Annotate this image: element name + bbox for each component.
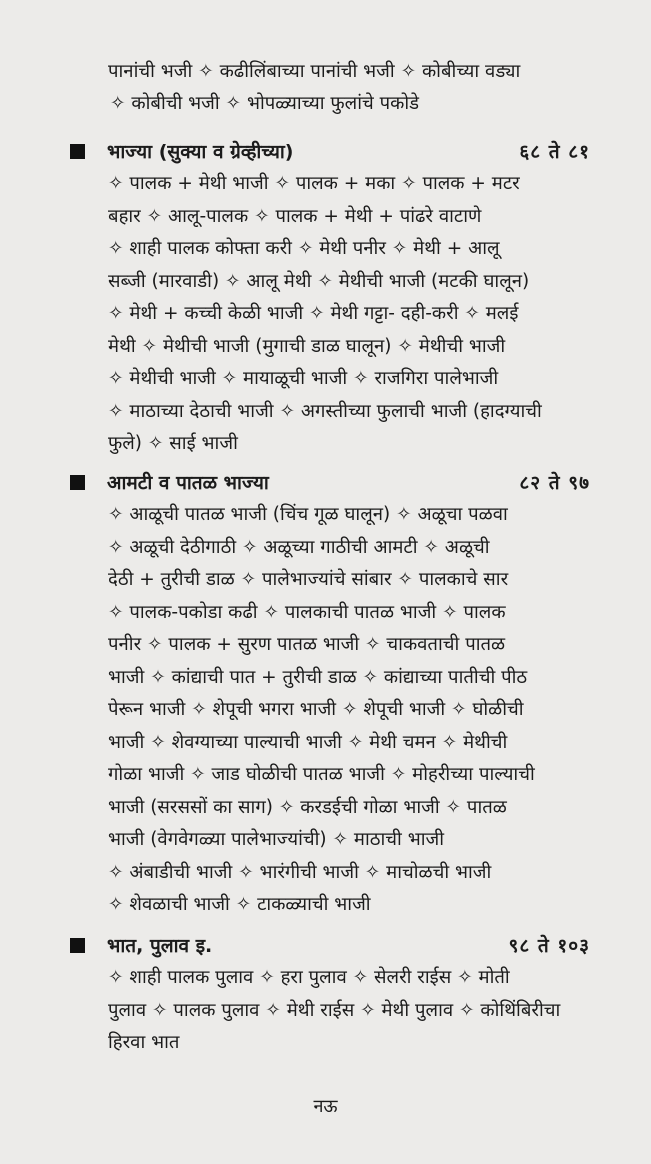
text-line: मेथी ✧ मेथीची भाजी (मुगाची डाळ घालून) ✧ मेथीची भाजी xyxy=(108,335,506,357)
text-line: भाजी (सरससों का साग) ✧ करडईची गोळा भाजी ✧ पातळ xyxy=(108,796,507,818)
text-line: पेरून भाजी ✧ शेपूची भगरा भाजी ✧ शेपूची भाजी ✧ घोळीची xyxy=(108,699,524,720)
section-title: आमटी व पातळ भाज्या xyxy=(107,472,269,494)
page-range: ८२ ते ९७ xyxy=(519,472,590,494)
text-line: भाजी ✧ कांद्याची पात + तुरीची डाळ ✧ कांद्याच्या पातीची पीठ xyxy=(108,666,528,688)
page-range: ६८ ते ८१ xyxy=(519,141,590,163)
section-heading xyxy=(70,928,610,962)
text-line: ✧ अंबाडीची भाजी ✧ भारंगीची भाजी ✧ माचोळची भाजी xyxy=(108,861,492,883)
text-line: ✧ पालक-पकोडा कढी ✧ पालकाची पातळ भाजी ✧ पालक xyxy=(108,601,506,623)
text-line: सब्जी (मारवाडी) ✧ आलू मेथी ✧ मेथीची भाजी (मटकी घालून) xyxy=(108,270,530,292)
text-line: गोळा भाजी ✧ जाड घोळीची पातळ भाजी ✧ मोहरीच्या पाल्याची xyxy=(108,764,535,785)
text-line: पुलाव ✧ पालक पुलाव ✧ मेथी राईस ✧ मेथी पुलाव ✧ कोथिंबिरीचा xyxy=(108,999,561,1021)
text-line: ✧ शाही पालक पुलाव ✧ हरा पुलाव ✧ सेलरी राईस ✧ मोती xyxy=(108,967,510,988)
section-title: भाज्या (सुक्या व ग्रेव्हीच्या) xyxy=(107,141,294,163)
text-line: ✧ शेवळाची भाजी ✧ टाकळ्याची भाजी xyxy=(108,894,371,915)
text-line: ✧ पालक + मेथी भाजी ✧ पालक + मका ✧ पालक + मटर xyxy=(108,173,520,194)
intro-line: ✧ कोबीची भजी ✧ भोपळ्याच्या फुलांचे पकोडे xyxy=(110,93,420,114)
intro-line: पानांची भजी ✧ कढीलिंबाच्या पानांची भजी ✧ कोबीच्या वड्या xyxy=(108,61,521,82)
section-body xyxy=(108,168,610,461)
text-line: ✧ माठाच्या देठाची भाजी ✧ अगस्तीच्या फुलाची भाजी (हादग्याची xyxy=(108,400,542,422)
text-line: बहार ✧ आलू-पालक ✧ पालक + मेथी + पांढरे वाटाणे xyxy=(108,205,482,227)
section-bhat xyxy=(70,928,610,1060)
section-title: भात, पुलाव इ. xyxy=(107,935,213,957)
page-number: नऊ xyxy=(313,1096,338,1117)
text-line: हिरवा भात xyxy=(108,1032,180,1053)
square-bullet-icon xyxy=(70,475,85,490)
section-heading xyxy=(70,134,610,168)
text-line: ✧ शाही पालक कोफ्ता करी ✧ मेथी पनीर ✧ मेथी + आलू xyxy=(108,238,500,259)
text-line: भाजी (वेगवेगळ्या पालेभाज्यांची) ✧ माठाची भाजी xyxy=(108,829,445,850)
text-line: ✧ अळूची देठीगाठी ✧ अळूच्या गाठीची आमटी ✧ अळूची xyxy=(108,536,490,558)
intro-continued-text xyxy=(108,56,608,120)
section-bhajya xyxy=(70,134,610,461)
text-line: भाजी ✧ शेवग्याच्या पाल्याची भाजी ✧ मेथी चमन ✧ मेथीची xyxy=(108,731,508,753)
text-line: ✧ मेथी + कच्ची केळी भाजी ✧ मेथी गट्टा- दही-करी ✧ मलई xyxy=(108,303,519,324)
section-body xyxy=(108,962,610,1060)
text-line: देठी + तुरीची डाळ ✧ पालेभाज्यांचे सांबार ✧ पालकाचे सार xyxy=(108,569,509,590)
text-line: ✧ मेथीची भाजी ✧ मायाळूची भाजी ✧ राजगिरा पालेभाजी xyxy=(108,368,499,389)
text-line: फुले) ✧ साई भाजी xyxy=(108,433,238,454)
page-range: ९८ ते १०३ xyxy=(508,935,590,957)
square-bullet-icon xyxy=(70,144,85,159)
text-line: पनीर ✧ पालक + सुरण पातळ भाजी ✧ चाकवताची पातळ xyxy=(108,634,506,655)
square-bullet-icon xyxy=(70,938,85,953)
text-line: ✧ आळूची पातळ भाजी (चिंच गूळ घालून) ✧ अळूचा पळवा xyxy=(108,504,508,525)
section-amti xyxy=(70,465,610,922)
section-heading xyxy=(70,465,610,499)
section-body xyxy=(108,499,610,922)
